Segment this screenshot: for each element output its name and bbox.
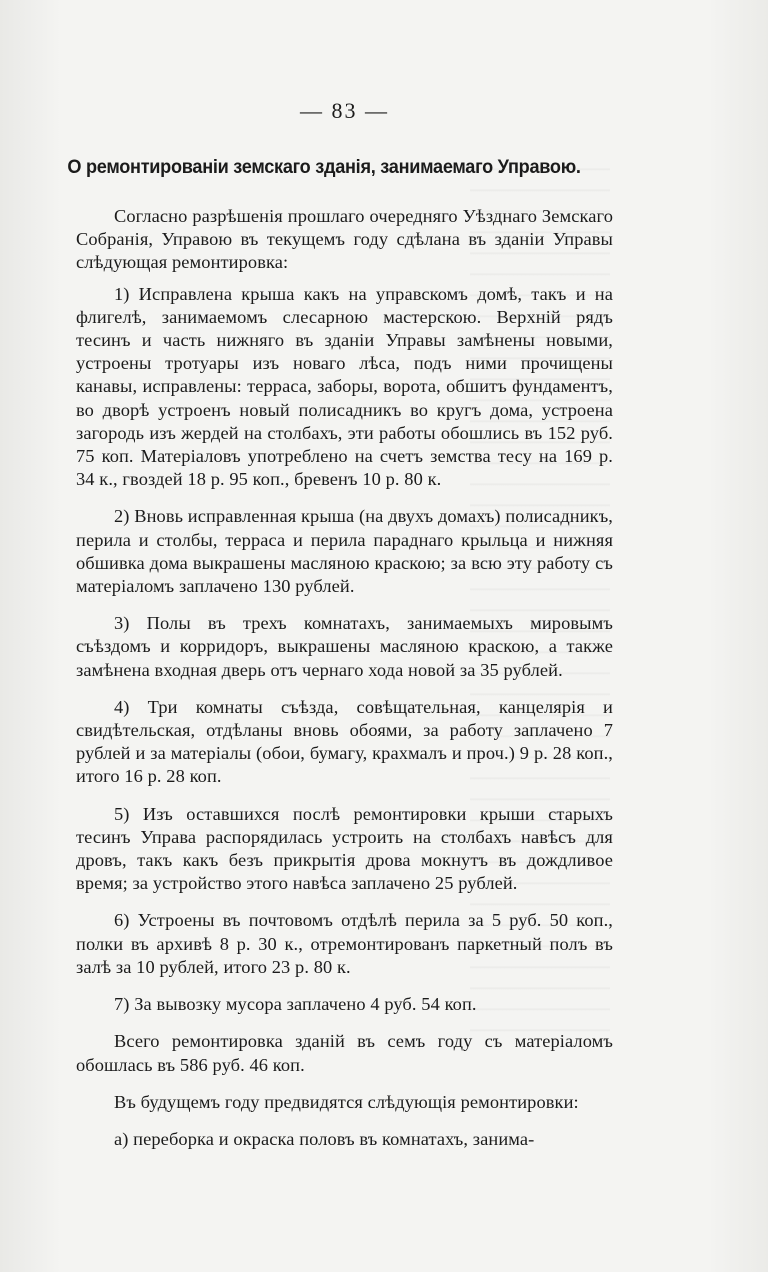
paragraph-intro: Согласно разрѣшенія прошлаго очередняго Уѣзднаго Земскаго Собранія, Управою въ текущемъ году сдѣлана въ зданіи Управы слѣдующая ремонтировка: (76, 206, 613, 273)
paragraph-total: Всего ремонтировка зданій въ семъ году съ матеріаломъ обошлась въ 586 руб. 46 коп. (76, 1031, 613, 1075)
paragraph-item-2: 2) Вновь исправленная крыша (на двухъ домахъ) полисадникъ, перила и столбы, терраса и перила параднаго крыльца и нижняя обшивка дома выкрашены масляною краскою; за всю эту работу съ матеріаломъ заплачено 130 рублей. (76, 506, 613, 597)
paragraph-item-4: 4) Три комнаты съѣзда, совѣщательная, канцелярія и свидѣтельская, отдѣланы вновь обоями, за работу заплачено 7 рублей и за матеріалы (обои, бумагу, крахмалъ и проч.) 9 р. 28 коп., итого 16 р. 28 коп. (76, 696, 613, 787)
section-heading: О ремонтированіи земскаго зданія, занимаемаго Управою. (67, 156, 581, 178)
paragraph-item-3: 3) Полы въ трехъ комнатахъ, занимаемыхъ мировымъ съѣздомъ и корридоръ, выкрашены масляною краскою, а также замѣнена входная дверь отъ чернаго хода новой за 35 рублей. (76, 613, 613, 680)
paragraph-item-1: 1) Исправлена крыша какъ на управскомъ домѣ, такъ и на флигелѣ, занимаемомъ слесарною мастерскою. Верхній рядъ тесинъ и часть нижняго въ зданіи Управы замѣнены новыми, устроены тротуары изъ новаго лѣса, подъ ними прочищены канавы, исправлены: терраса, заборы, ворота, обшитъ фундаментъ, во дворѣ устроенъ новый полисадникъ во кругъ дома, устроена загородь изъ жердей на столбахъ, эти работы обошлись въ 152 руб. 75 коп. Матеріаловъ употреблено на счетъ земства тесу на 169 р. 34 к., гвоздей 18 р. 95 коп., бревенъ 10 р. 80 к. (76, 283, 613, 490)
paragraph-item-6: 6) Устроены въ почтовомъ отдѣлѣ перила за 5 руб. 50 коп., полки въ архивѣ 8 р. 30 к., отремонтированъ паркетный полъ въ залѣ за 10 рублей, итого 23 р. 80 к. (76, 910, 613, 977)
paragraph-item-7: 7) За вывозку мусора заплачено 4 руб. 54 коп. (114, 994, 477, 1015)
page-content (67, 98, 613, 1159)
page-number: — 83 — (300, 98, 389, 123)
paragraph-future-item-a: а) переборка и окраска половъ въ комнатахъ, занима- (114, 1128, 535, 1149)
paragraph-future: Въ будущемъ году предвидятся слѣдующія ремонтировки: (114, 1091, 579, 1112)
paragraph-item-5: 5) Изъ оставшихся послѣ ремонтировки крыши старыхъ тесинъ Управа распорядилась устроить на столбахъ навѣсъ для дровъ, такъ какъ безъ прикрытія дрова мокнутъ въ дождливое время; за устройство этого навѣса заплачено 25 рублей. (76, 803, 613, 894)
